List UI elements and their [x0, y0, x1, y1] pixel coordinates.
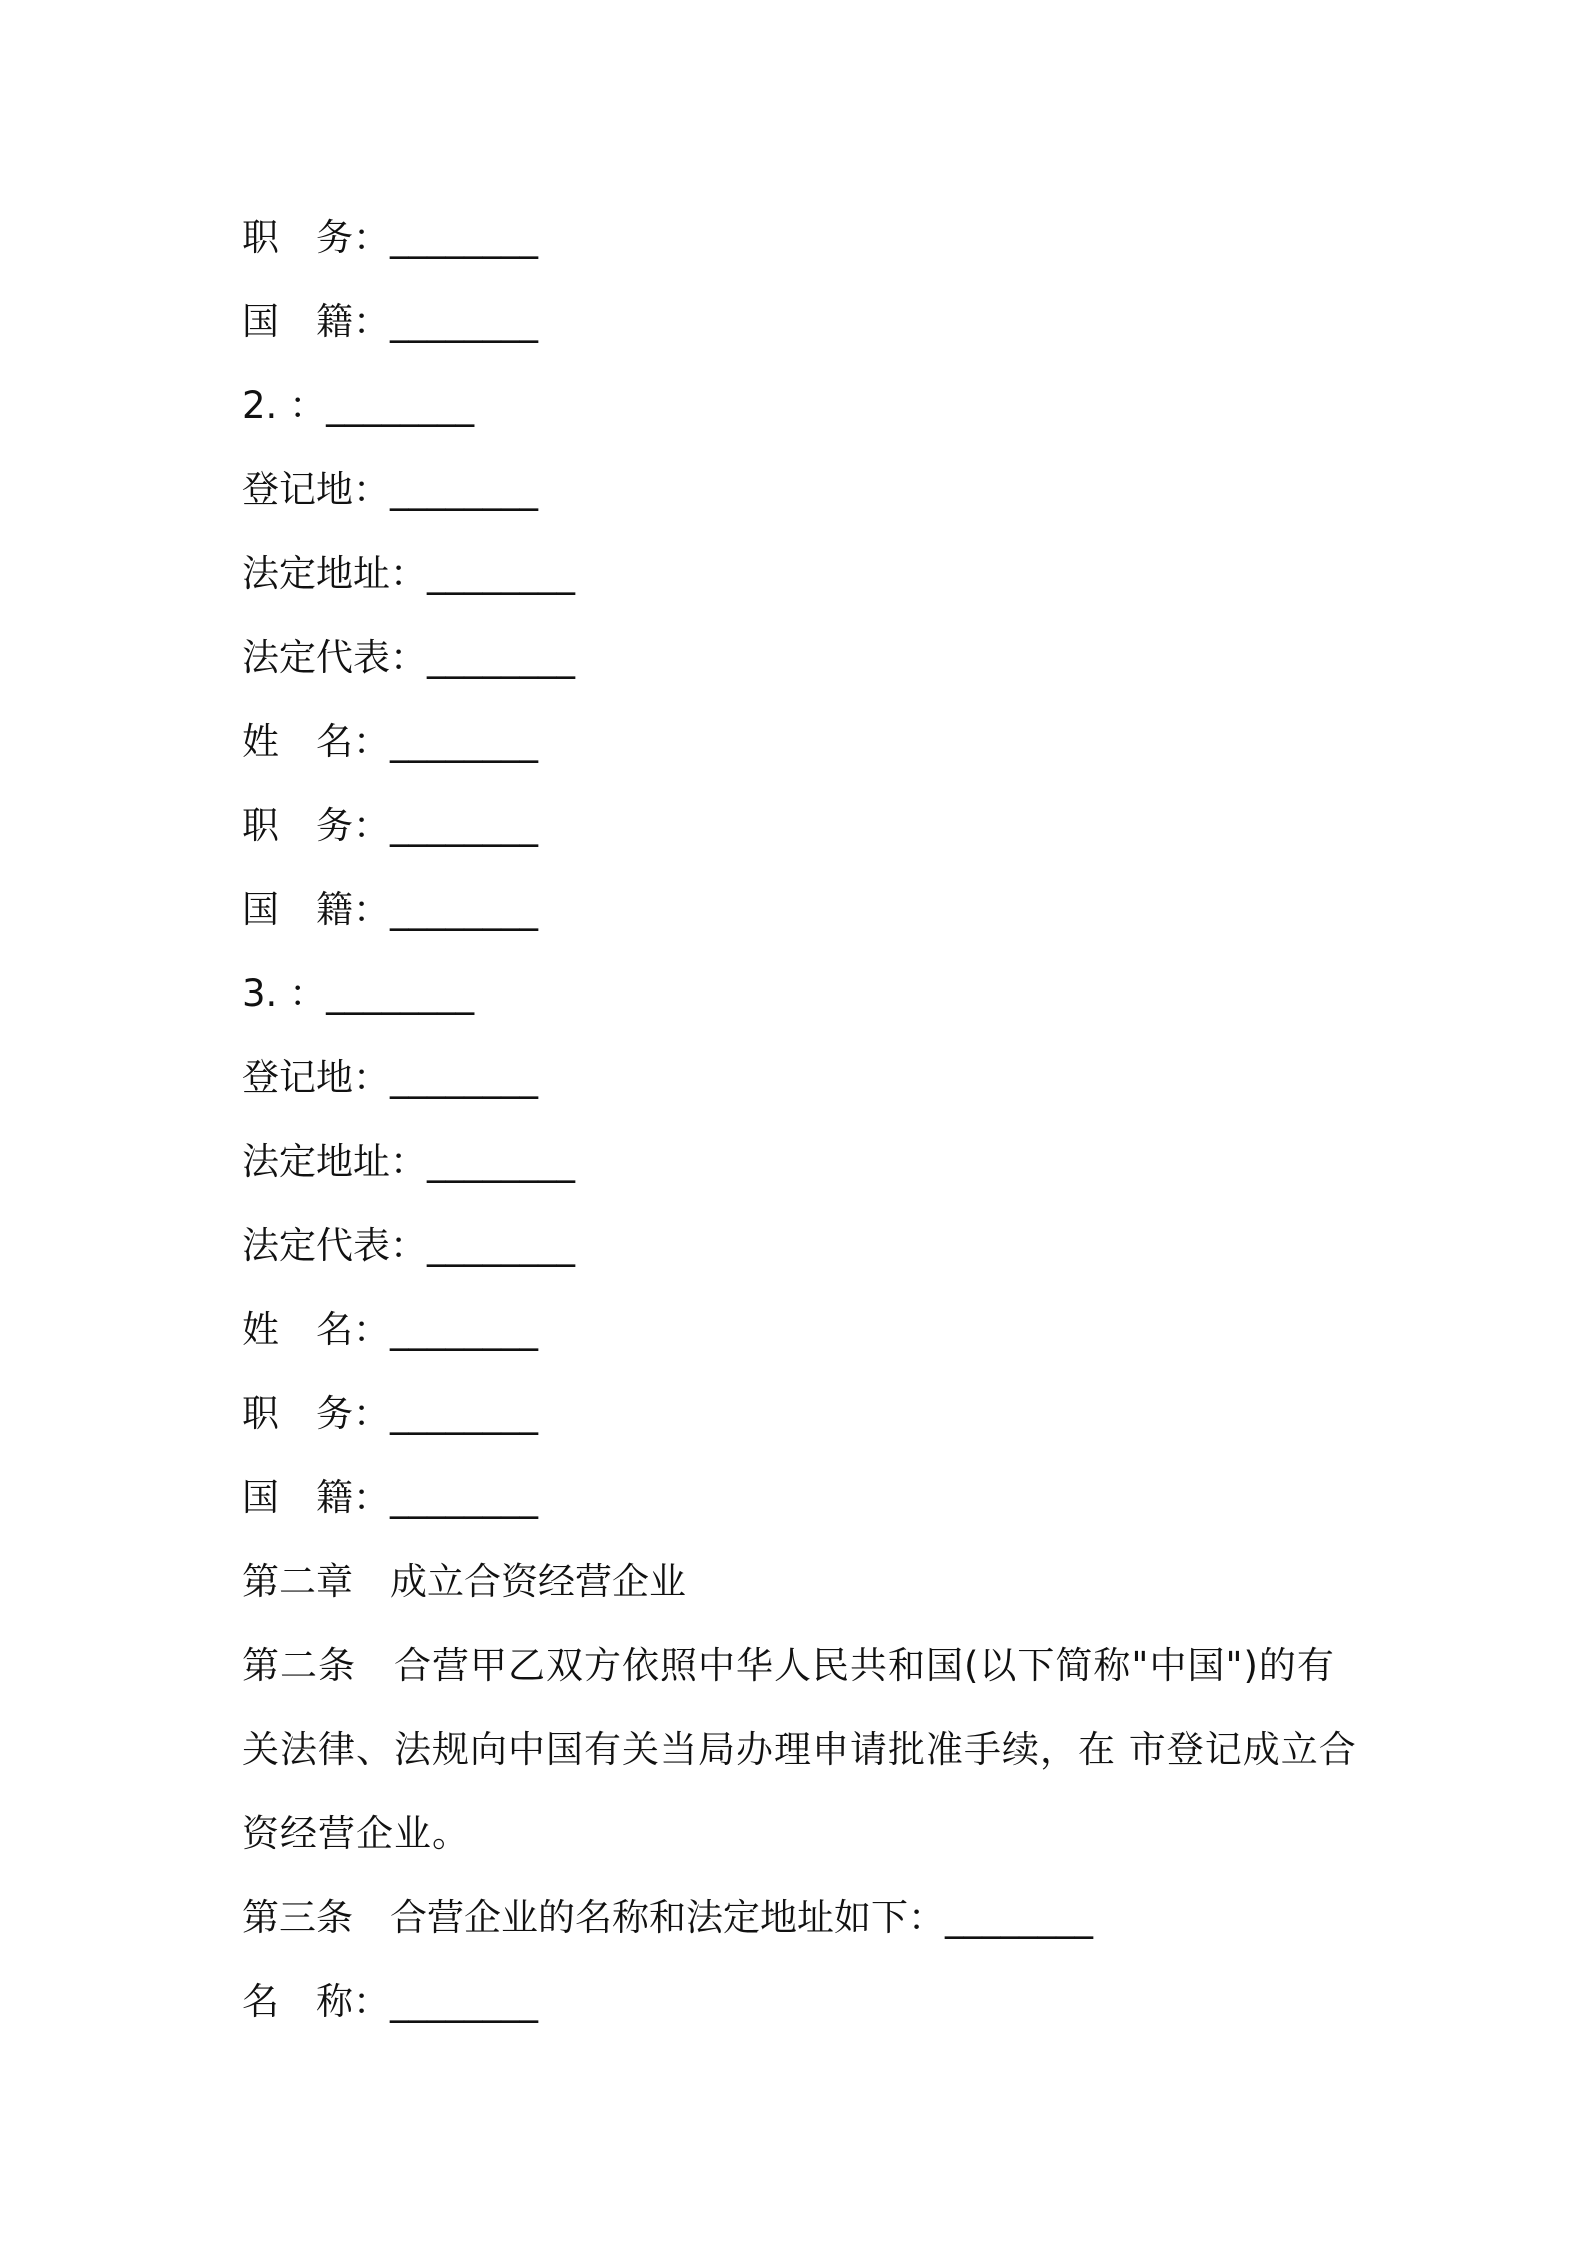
field-registration-place-3: 登记地：________	[242, 1056, 538, 1099]
field-registration-place-2: 登记地：________	[242, 468, 538, 511]
chapter-two-heading: 第二章 成立合资经营企业	[242, 1560, 686, 1603]
field-nationality-1: 国 籍：________	[242, 300, 538, 343]
field-position-2: 职 务：________	[242, 804, 538, 847]
field-name-2: 姓 名：________	[242, 720, 538, 763]
field-position-1: 职 务：________	[242, 216, 538, 259]
document-body	[242, 196, 1372, 2044]
article-three-paragraph: 第三条 合营企业的名称和法定地址如下：________	[242, 1896, 1093, 1939]
field-nationality-2: 国 籍：________	[242, 888, 538, 931]
field-position-3: 职 务：________	[242, 1392, 538, 1435]
field-legal-representative-3: 法定代表：________	[242, 1224, 575, 1267]
article-two-paragraph: 第二条 合营甲乙双方依照中华人民共和国(以下简称"中国")的有关法律、法规向中国有关当局办理申请批准手续，在 市登记成立合资经营企业。	[242, 1644, 1357, 1855]
field-legal-address-3: 法定地址：________	[242, 1140, 575, 1183]
field-legal-address-2: 法定地址：________	[242, 552, 575, 595]
field-nationality-3: 国 籍：________	[242, 1476, 538, 1519]
party-2-heading: 2. ：________	[242, 384, 475, 427]
field-company-name: 名 称：________	[242, 1980, 538, 2023]
field-name-3: 姓 名：________	[242, 1308, 538, 1351]
party-3-heading: 3. ：________	[242, 972, 475, 1015]
field-legal-representative-2: 法定代表：________	[242, 636, 575, 679]
